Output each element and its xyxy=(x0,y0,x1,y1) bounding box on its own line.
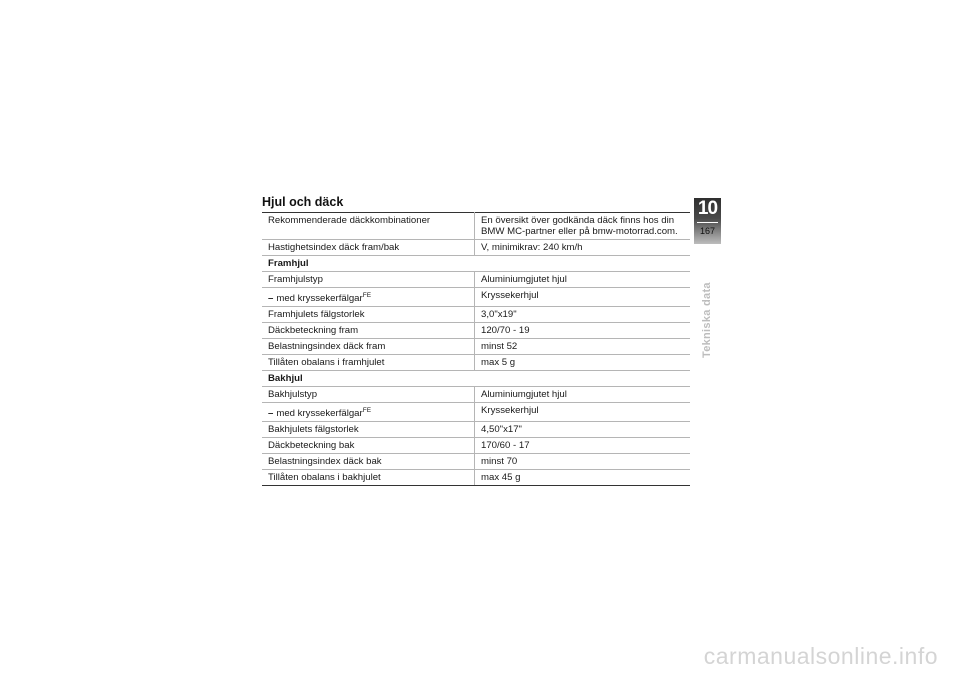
watermark: carmanualsonline.info xyxy=(703,643,938,669)
table-row xyxy=(262,470,690,486)
row-value-line: BMW MC-partner eller på bmw-motorrad.com. xyxy=(481,226,678,237)
chapter-side-label: Tekniska data xyxy=(701,282,713,358)
page-number: 167 xyxy=(699,226,716,236)
row-label: Bakhjulstyp xyxy=(262,387,475,403)
dash-marker: – xyxy=(268,293,274,305)
table-row xyxy=(262,438,690,454)
chapter-divider xyxy=(697,222,718,223)
table-row xyxy=(262,387,690,403)
table-row xyxy=(262,240,690,256)
page-title: Hjul och däck xyxy=(262,195,344,209)
footnote-marker: FE xyxy=(362,292,372,299)
table-row xyxy=(262,339,690,355)
row-value: 170/60 - 17 xyxy=(475,438,691,454)
row-value xyxy=(475,213,691,240)
row-value: 4,50"x17" xyxy=(475,422,691,438)
table-row xyxy=(262,307,690,323)
row-value: minst 52 xyxy=(475,339,691,355)
row-value: Aluminiumgjutet hjul xyxy=(475,387,691,403)
table-row xyxy=(262,288,690,307)
table-row xyxy=(262,403,690,422)
section-heading: Bakhjul xyxy=(262,371,690,387)
section-heading: Framhjul xyxy=(262,256,690,272)
footnote-marker: FE xyxy=(362,407,372,415)
row-value: 120/70 - 19 xyxy=(475,323,691,339)
row-value-line: En översikt över godkända däck finns hos din xyxy=(481,215,675,226)
table-row xyxy=(262,213,690,240)
row-value: minst 70 xyxy=(475,454,691,470)
row-value: max 45 g xyxy=(475,470,691,486)
dash-marker: – xyxy=(268,408,274,420)
row-label: Däckbeteckning fram xyxy=(262,323,475,339)
row-label: Belastningsindex däck fram xyxy=(262,339,475,355)
table-row xyxy=(262,355,690,371)
row-label: Bakhjulets fälgstorlek xyxy=(262,422,475,438)
row-label: Framhjulets fälgstorlek xyxy=(262,307,475,323)
row-value: Kryssekerhjul xyxy=(475,403,691,422)
section-row-front xyxy=(262,256,690,272)
row-label-text: med kryssekerfälgar xyxy=(276,408,363,420)
row-value: max 5 g xyxy=(475,355,691,371)
row-value: Aluminiumgjutet hjul xyxy=(475,272,691,288)
row-label: Tillåten obalans i framhjulet xyxy=(262,355,475,371)
row-label: Däckbeteckning bak xyxy=(262,438,475,454)
table-row xyxy=(262,422,690,438)
table-row xyxy=(262,323,690,339)
row-label: Rekommenderade däckkombinationer xyxy=(262,213,475,240)
row-value: V, minimikrav: 240 km/h xyxy=(475,240,691,256)
row-label: Framhjulstyp xyxy=(262,272,475,288)
spec-table xyxy=(262,212,690,486)
row-value: Kryssekerhjul xyxy=(475,288,691,307)
row-label: Hastighetsindex däck fram/bak xyxy=(262,240,475,256)
row-label xyxy=(262,403,475,422)
row-label: Tillåten obalans i bakhjulet xyxy=(262,470,475,486)
row-label: Belastningsindex däck bak xyxy=(262,454,475,470)
table-row xyxy=(262,272,690,288)
table-row xyxy=(262,454,690,470)
row-label-text: med kryssekerfälgar xyxy=(276,293,363,305)
row-value: 3,0"x19" xyxy=(475,307,691,323)
chapter-number: 10 xyxy=(697,198,718,219)
chapter-tab xyxy=(694,198,721,244)
row-label xyxy=(262,288,475,307)
section-row-rear xyxy=(262,371,690,387)
